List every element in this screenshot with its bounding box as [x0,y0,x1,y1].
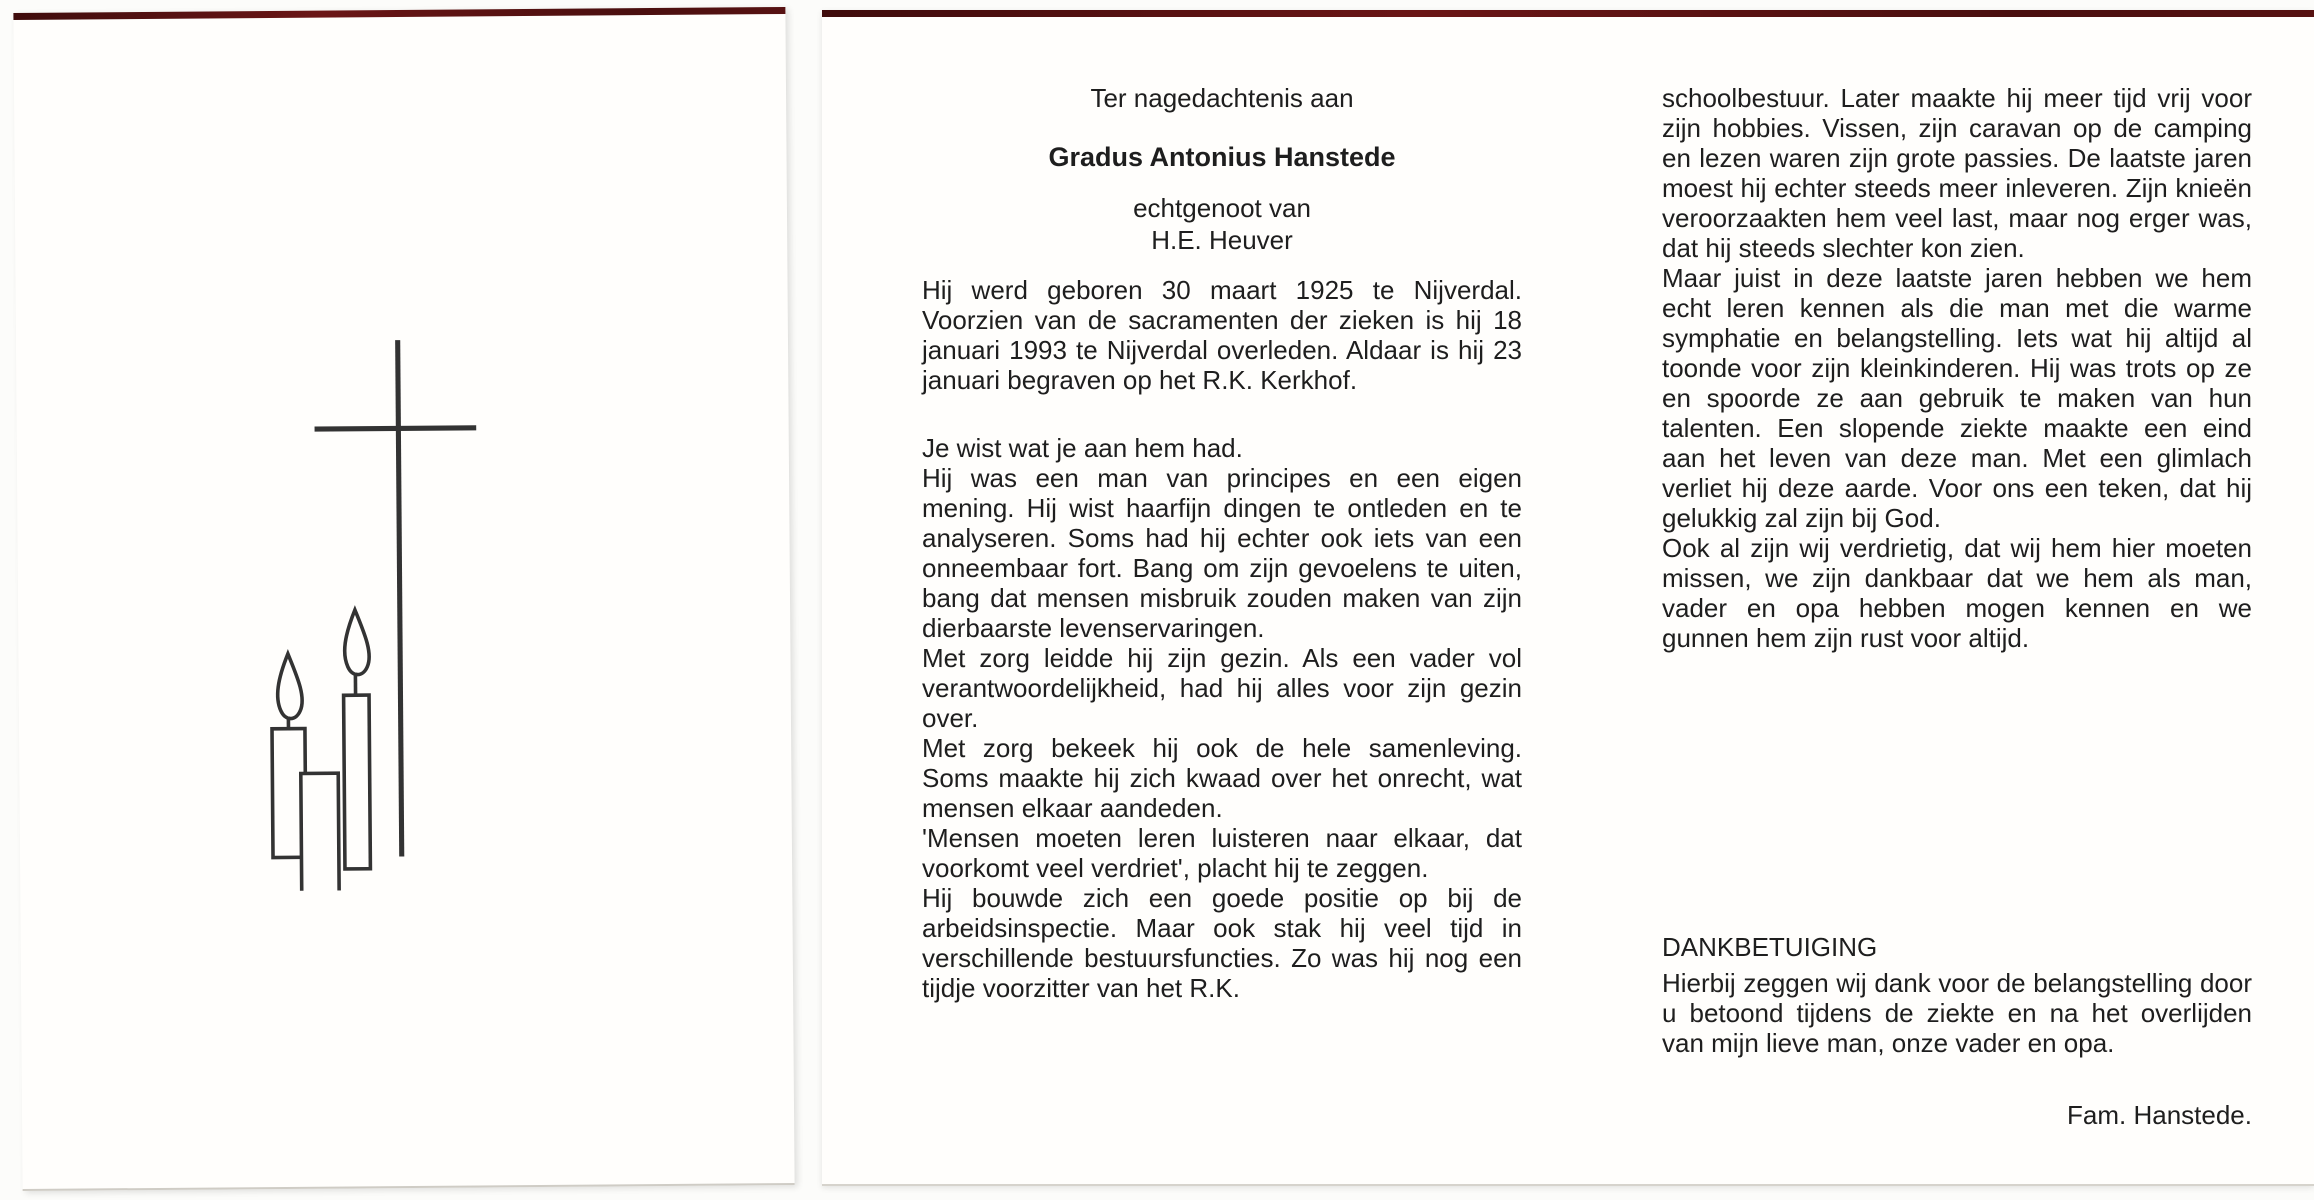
relation-line-2: H.E. Heuver [1151,225,1293,255]
memorial-text-column-2 [1662,83,2252,1173]
column1-paragraphs [922,275,1522,1003]
acknowledgement-block [1662,932,2252,1130]
candle-body [344,695,371,869]
paragraph: Hij bouwde zich een goede positie op bij de arbeidsinspectie. Maar ook stak hij veel tijd in verschillende bestuursfuncties. Zo was hij nog een tijdje voorzitter van het R.K. [922,883,1522,1003]
right-page [822,10,2314,1186]
acknowledgement-title: DANKBETUIGING [1662,932,1878,962]
acknowledgement-body: Hierbij zeggen wij dank voor de belangstelling door u betoond tijdens de ziekte en na het overlijden van mijn lieve man, onze vader en opa. [1662,968,2252,1058]
column2-paragraphs [1662,83,2252,653]
candle-body [301,773,339,891]
intro-line: Ter nagedachtenis aan [1090,83,1354,113]
signature: Fam. Hanstede. [2067,1100,2252,1130]
scan-edge-top-right [822,10,2314,17]
paragraph: Je wist wat je aan hem had. [922,433,1243,463]
paragraph: Hij was een man van principes en een eigen mening. Hij wist haarfijn dingen te ontleden en te analyseren. Soms had hij echter ook iets van een onneembaar fort. Bang om zijn gevoelens te uiten, bang dat mensen misbruik zouden maken van zijn dierbaarste levenservaringen. [922,463,1522,643]
memorial-header [922,83,1522,255]
candle-flame [277,654,302,719]
candle-flame [344,610,369,675]
cross-and-candles-illustration [266,334,502,891]
scan-edge-top-left [13,7,785,20]
paragraph: schoolbestuur. Later maakte hij meer tijd vrij voor zijn hobbies. Vissen, zijn caravan op de camping en lezen waren zijn grote passies. De laatste jaren moest hij echter steeds meer inleveren. Zijn knieën veroorzaakten hem veel last, maar nog erger was, dat hij steeds slechter kon zien. [1662,83,2252,263]
memorial-text-column-1 [922,83,1522,1003]
paragraph: Met zorg leidde hij zijn gezin. Als een vader vol verantwoordelijkheid, had hij alles voor zijn gezin over. [922,643,1522,733]
cross-horizontal [315,428,477,429]
left-page [13,7,794,1191]
deceased-name: Gradus Antonius Hanstede [1048,142,1396,172]
relation-line-1: echtgenoot van [1133,193,1311,223]
paragraph: Maar juist in deze laatste jaren hebben we hem echt leren kennen als die man met die warme symphatie en belangstelling. Iets wat hij altijd al toonde voor zijn kleinkinderen. Hij was trots op ze en spoorde ze aan gebruik te maken van hun talenten. Een slopende ziekte maakte een eind aan het leven van deze man. Met een glimlach verliet hij deze aarde. Voor ons een teken, dat hij gelukkig zal zijn bij God. [1662,263,2252,533]
paragraph: Ook al zijn wij verdrietig, dat wij hem hier moeten missen, we zijn dankbaar dat we hem als man, vader en opa hebben mogen kennen en we gunnen hem zijn rust voor altijd. [1662,533,2252,653]
paragraph: Hij werd geboren 30 maart 1925 te Nijverdal. Voorzien van de sacramenten der zieken is hij 18 januari 1993 te Nijverdal overleden. Aldaar is hij 23 januari begraven op het R.K. Kerkhof. [922,275,1522,395]
paragraph: Met zorg bekeek hij ook de hele samenleving. Soms maakte hij zich kwaad over het onrecht, wat mensen elkaar aandeden. [922,733,1522,823]
paragraph: 'Mensen moeten leren luisteren naar elkaar, dat voorkomt veel verdriet', placht hij te zeggen. [922,823,1522,883]
cross-vertical [398,340,402,856]
